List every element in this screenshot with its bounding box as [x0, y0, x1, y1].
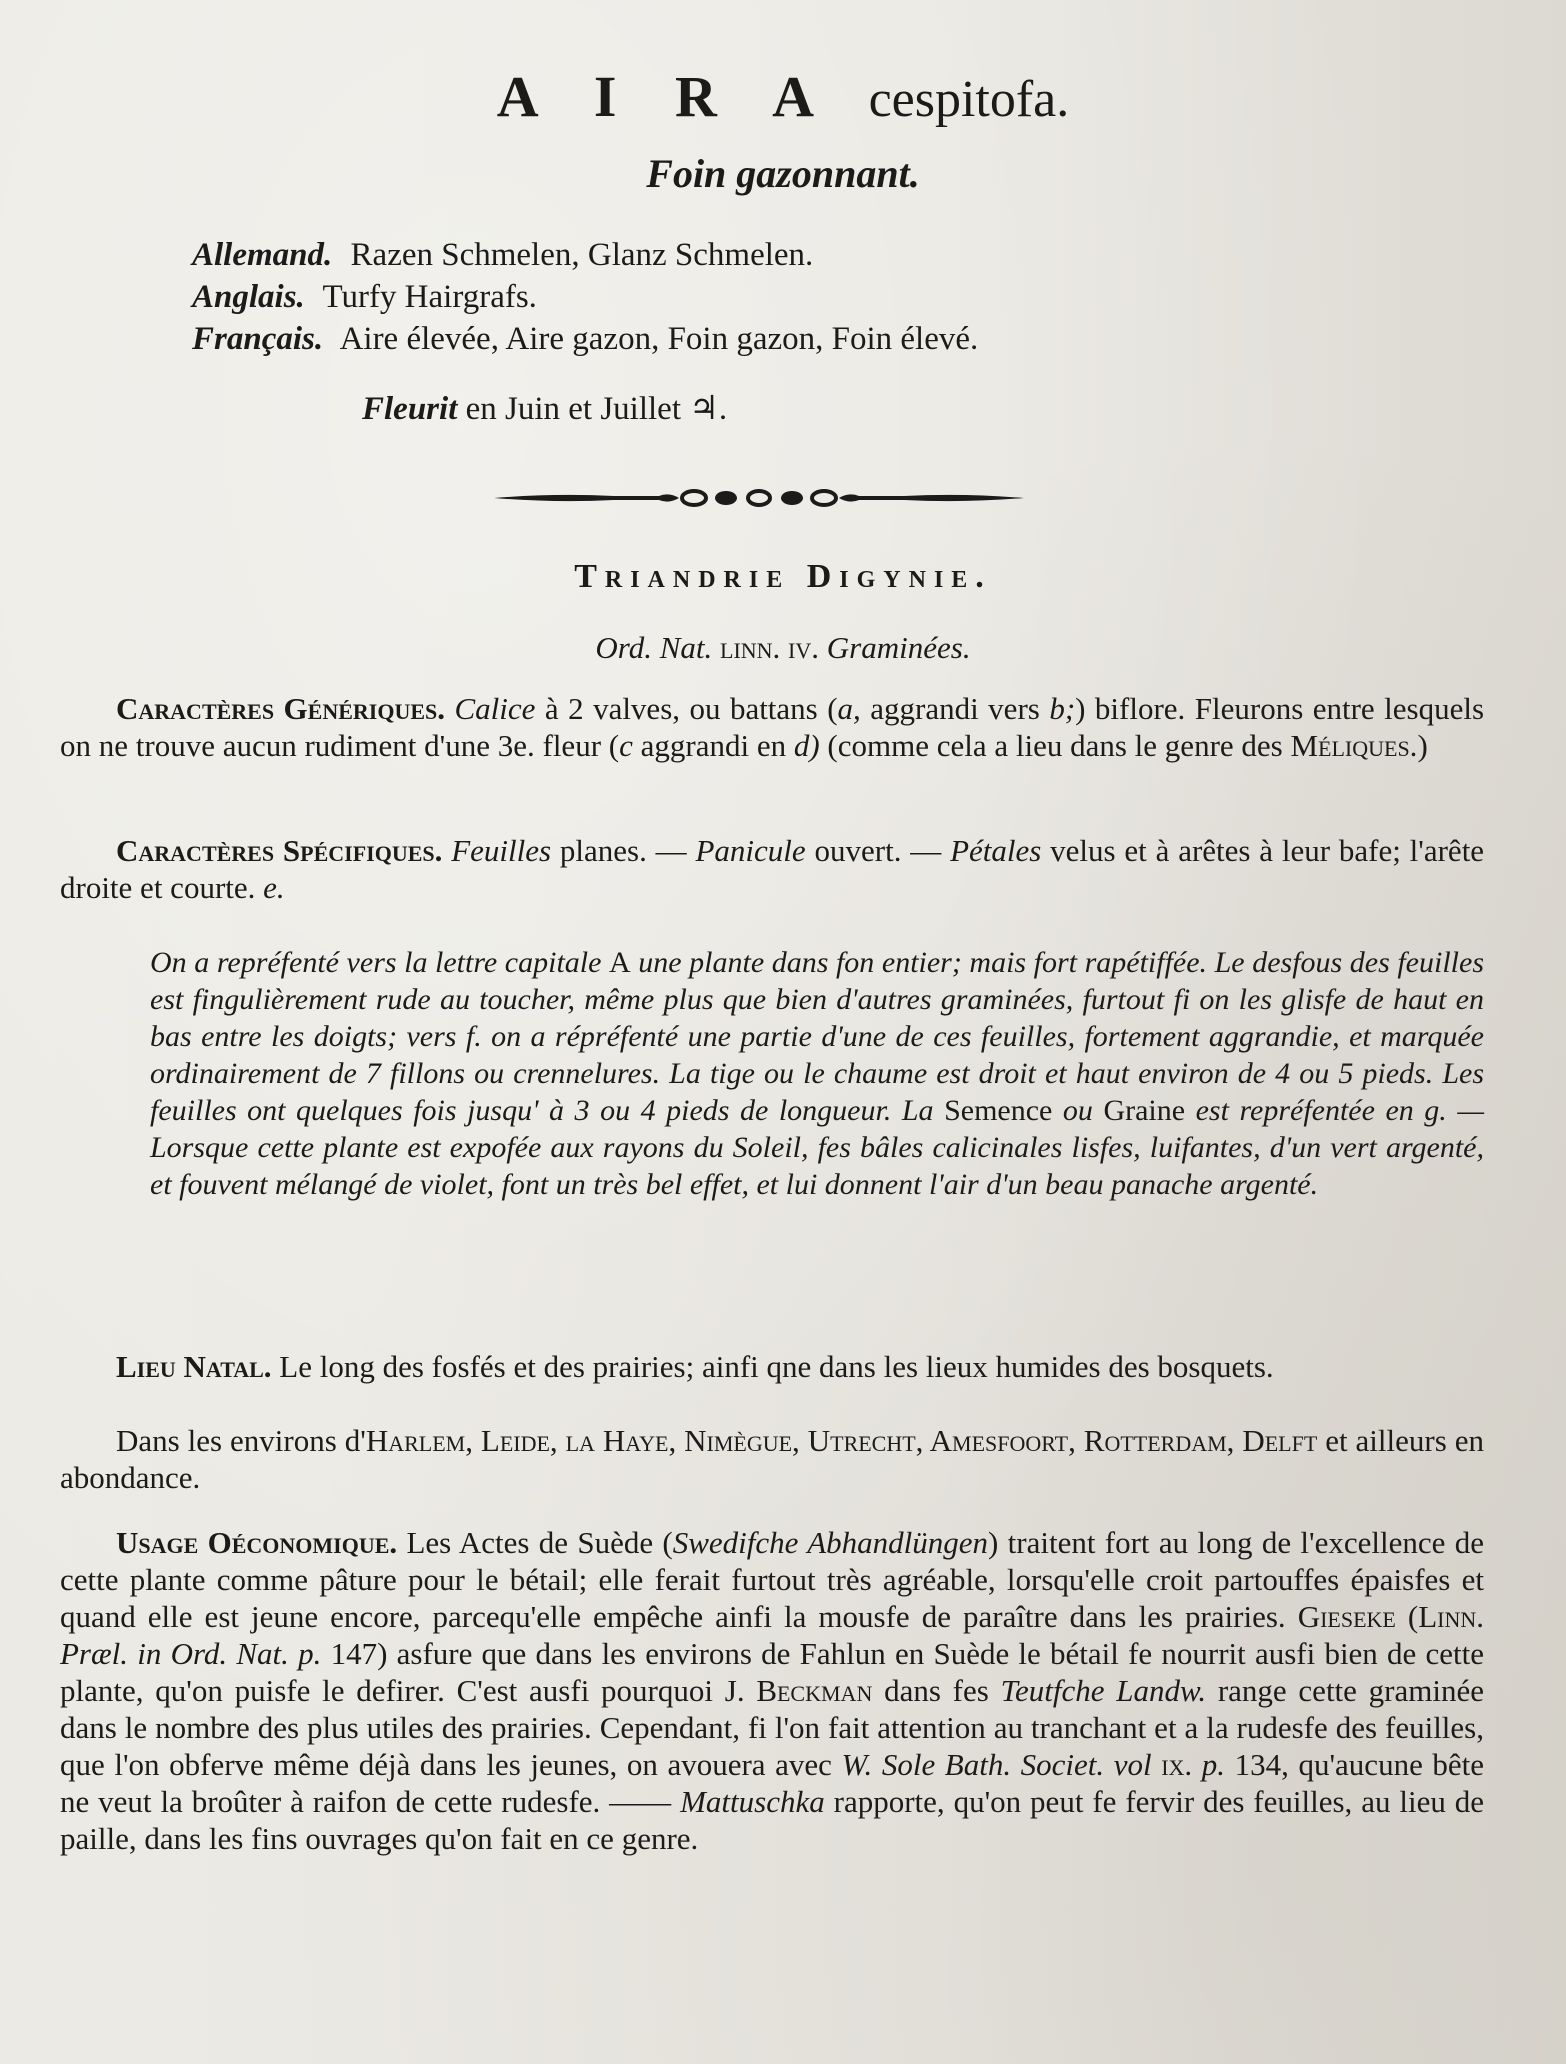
vernacular-names: [192, 234, 978, 360]
name-french: [192, 318, 978, 360]
linnaean-class: Triandrie Digynie.: [574, 558, 992, 595]
text-run: aggrandi en: [640, 728, 787, 763]
section-heading: Caractères Génériques.: [116, 691, 446, 726]
text-run: rapporte, qu'on peut fe fervir des feuilles, au lieu de paille, dans les fins ouvrages qu'on fait en ce genre.: [60, 1784, 1485, 1856]
text-run: Dans les environs d': [116, 1423, 366, 1458]
generic-characters: [60, 690, 1484, 764]
common-name: Foin gazonnant.: [646, 151, 920, 196]
text-run: 134, qu'aucune bête ne veut la broûter à raifon de cette rudesfe. ——: [60, 1747, 1485, 1819]
text-run: ix.: [1161, 1747, 1193, 1782]
text-run: On a repréfenté vers la lettre capitale: [150, 946, 602, 979]
name-text: Turfy Hairgrafs.: [322, 279, 537, 315]
text-run: J. Beckman: [724, 1673, 873, 1708]
text-run: Gieseke (Linn.: [1297, 1599, 1484, 1634]
text-run: a,: [837, 691, 861, 726]
text-run: b;: [1049, 691, 1076, 726]
text-run: Præl. in Ord. Nat. p.: [60, 1636, 322, 1671]
name-text: Aire élevée, Aire gazon, Foin gazon, Foin élevé.: [339, 321, 979, 357]
text-run: dans fes: [884, 1673, 989, 1708]
text-run: p.: [1201, 1747, 1226, 1782]
text-run: une plante dans fon entier; mais fort rapétiffée. Le desfous des feuilles est fingulièrement rude au toucher, même plus que bien d'autres graminées, furtout fi on les glisfe de haut en bas entre les doigts; vers f. on a répréfenté une partie d'une de ces feuilles, fortement aggrandie, et marquée ordinairement de 7 fillons ou crennelures. La tige ou le chaume est droit et haut environ de 4 ou 5 pieds. Les feuilles ont quelques fois jusqu' à 3 ou 4 pieds de longueur. La: [150, 946, 1484, 1127]
text-run: Mattuschka: [680, 1784, 825, 1819]
text-run: planes. —: [559, 833, 687, 868]
specific-characters: [60, 832, 1484, 906]
text-run: à 2 valves, ou battans (: [544, 691, 838, 726]
text-run: ) biflore. Fleurons entre lesquels on ne trouve aucun rudiment d'une 3e. fleur (: [60, 691, 1485, 763]
text-run: range cette graminée dans le nombre des plus utiles des prairies. Cependant, fi l'on fait attention au tranchant et a la rudesfe des feuilles, que l'on obferve même déjà dans les jeunes, on avouera avec: [60, 1673, 1484, 1782]
text-run: Le long des fosfés et des prairies; ainfi qne dans les lieux humides des bosquets.: [279, 1349, 1274, 1384]
text-run: Méliques.: [1290, 728, 1418, 763]
flowering-text: en Juin et Juillet ♃.: [465, 391, 728, 427]
text-run: Swedifche Abhandlüngen: [672, 1525, 988, 1560]
section-heading: Lieu Natal.: [116, 1349, 272, 1384]
text-run: A: [609, 946, 631, 979]
language-label: Anglais.: [192, 279, 305, 315]
section-heading: Usage Oéconomique.: [116, 1525, 398, 1560]
illustration-note: [150, 944, 1484, 1203]
section-heading: Caractères Spécifiques.: [116, 833, 443, 868]
text-run: Les Actes de Suède (: [406, 1525, 673, 1560]
text-run: Teutfche Landw.: [1000, 1673, 1207, 1708]
order-family: Graminées.: [826, 630, 971, 665]
text-run: c: [619, 728, 633, 763]
ornament-divider: [494, 486, 1024, 510]
place-names: Harlem, Leide, la Haye, Nimègue, Utrecht, Amesfoort, Rotterdam, Delft: [365, 1423, 1318, 1458]
text-run: velus et à arêtes à leur bafe; l'arête droite et courte.: [60, 833, 1485, 905]
genus-name: A I R A: [496, 64, 837, 129]
order-label: Ord. Nat.: [595, 630, 713, 665]
text-run: aggrandi vers: [870, 691, 1040, 726]
habitat-paragraph: [60, 1348, 1484, 1385]
text-run: e.: [263, 870, 285, 905]
text-run: Feuilles: [451, 833, 552, 868]
text-run: et ailleurs en abondance.: [60, 1423, 1484, 1495]
flowering-label: Fleurit: [362, 391, 458, 427]
text-run: ): [1417, 728, 1428, 763]
text-run: Graine: [1103, 1094, 1186, 1127]
text-run: ou: [1062, 1094, 1093, 1127]
text-run: d): [793, 728, 820, 763]
text-run: 147) asfure que dans les environs de Fahlun en Suède le bétail fe nourrit ausfi bien de cette plante, qu'on puisfe le defirer. C'est ausfi pourquoi: [60, 1636, 1484, 1708]
text-run: Panicule: [695, 833, 806, 868]
flowering-period: [362, 388, 727, 428]
habitat-localities: [60, 1422, 1484, 1496]
text-run: W. Sole Bath. Societ. vol: [841, 1747, 1152, 1782]
text-run: ouvert. —: [814, 833, 942, 868]
language-label: Allemand.: [192, 237, 333, 273]
name-text: Razen Schmelen, Glanz Schmelen.: [350, 237, 814, 273]
page-title: [0, 62, 1566, 135]
text-run: Semence: [944, 1094, 1053, 1127]
name-english: [192, 276, 978, 318]
text-run: Pétales: [950, 833, 1042, 868]
text-run: Calice: [454, 691, 536, 726]
species-name: cespitofa.: [868, 71, 1070, 128]
text-run: (comme cela a lieu dans le genre des: [827, 728, 1283, 763]
text-run: est repréfentée en g. — Lorsque cette plante est expofée aux rayons du Soleil, fes bâles calicinales lisfes, luifantes, d'un vert argenté, et fouvent mélangé de violet, font un très bel effet, et lui donnent l'air d'un beau panache argenté.: [150, 1094, 1485, 1201]
natural-order: [0, 630, 1566, 666]
language-label: Français.: [192, 321, 324, 357]
name-german: [192, 234, 978, 276]
text-run: ) traitent fort au long de l'excellence de cette plante comme pâture pour le bétail; elle ferait furtout très agréable, lorsqu'elle croit partouffes épaisfes et quand elle est jeune encore, parcequ'elle empêche ainfi la mousfe de paraître dans les prairies.: [60, 1525, 1484, 1634]
order-number: linn. iv.: [720, 630, 820, 665]
economic-usage: [60, 1524, 1484, 1857]
